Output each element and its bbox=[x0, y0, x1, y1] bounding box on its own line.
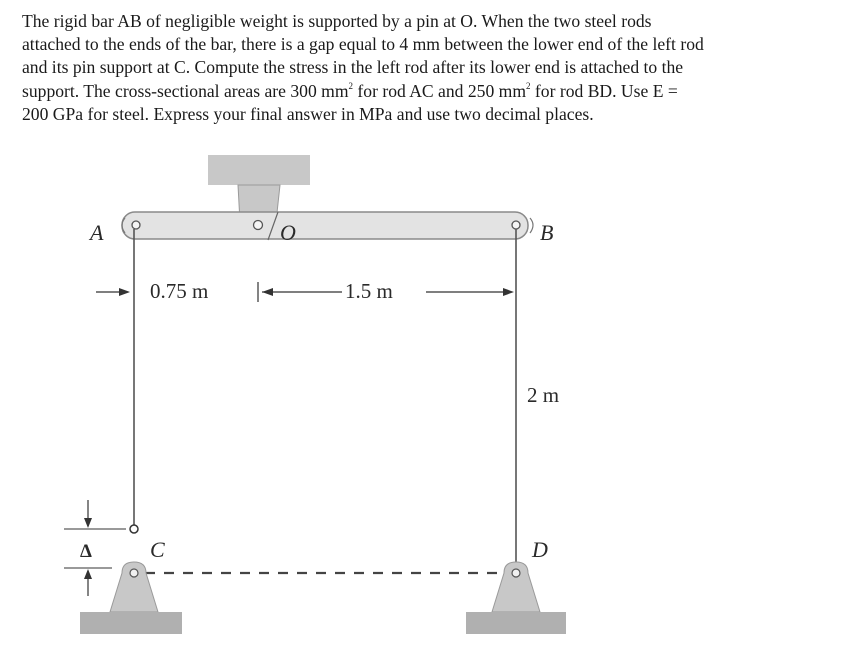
ground-c bbox=[80, 612, 182, 634]
label-b: B bbox=[540, 220, 554, 245]
label-d: D bbox=[532, 537, 548, 562]
ground-d bbox=[466, 612, 566, 634]
gap-arrow-bottom-head bbox=[84, 569, 92, 579]
rigid-bar-ab bbox=[122, 212, 528, 239]
gap-arrow-top-head bbox=[84, 518, 92, 528]
pin-c bbox=[130, 569, 138, 577]
label-a: A bbox=[90, 220, 104, 245]
ceiling-block bbox=[208, 155, 310, 185]
label-c: C bbox=[150, 537, 165, 562]
problem-line-3: and its pin support at C. Compute the stress in the left rod after its lower end is attached to the bbox=[22, 57, 684, 78]
problem-line-5: 200 GPa for steel. Express your final answer in MPa and use two decimal places. bbox=[22, 103, 594, 124]
problem-line-2: attached to the ends of the bar, there is a gap equal to 4 mm between the lower end of the left rod bbox=[22, 34, 704, 55]
pin-a bbox=[132, 221, 140, 229]
pin-b bbox=[512, 221, 520, 229]
dim-right-span: 1.5 m bbox=[345, 279, 393, 303]
rod-ac-end bbox=[130, 525, 138, 533]
pin-d bbox=[512, 569, 520, 577]
problem-line-4: support. The cross-sectional areas are 300 $mm^2$ for rod AC and 250 $mm^2$ for rod BD. Use E = bbox=[22, 80, 678, 101]
dim-arrow-b-head bbox=[503, 288, 514, 296]
label-delta: Δ bbox=[80, 541, 92, 562]
problem-line-1: The rigid bar AB of negligible weight is supported by a pin at O. When the two steel rods bbox=[22, 11, 652, 31]
pin-o bbox=[254, 221, 263, 230]
bracket-b bbox=[530, 218, 533, 233]
dim-left-span: 0.75 m bbox=[150, 279, 209, 303]
label-o: O bbox=[280, 220, 296, 245]
dim-arrow-left-head bbox=[119, 288, 130, 296]
dim-rod-length: 2 m bbox=[527, 383, 560, 407]
